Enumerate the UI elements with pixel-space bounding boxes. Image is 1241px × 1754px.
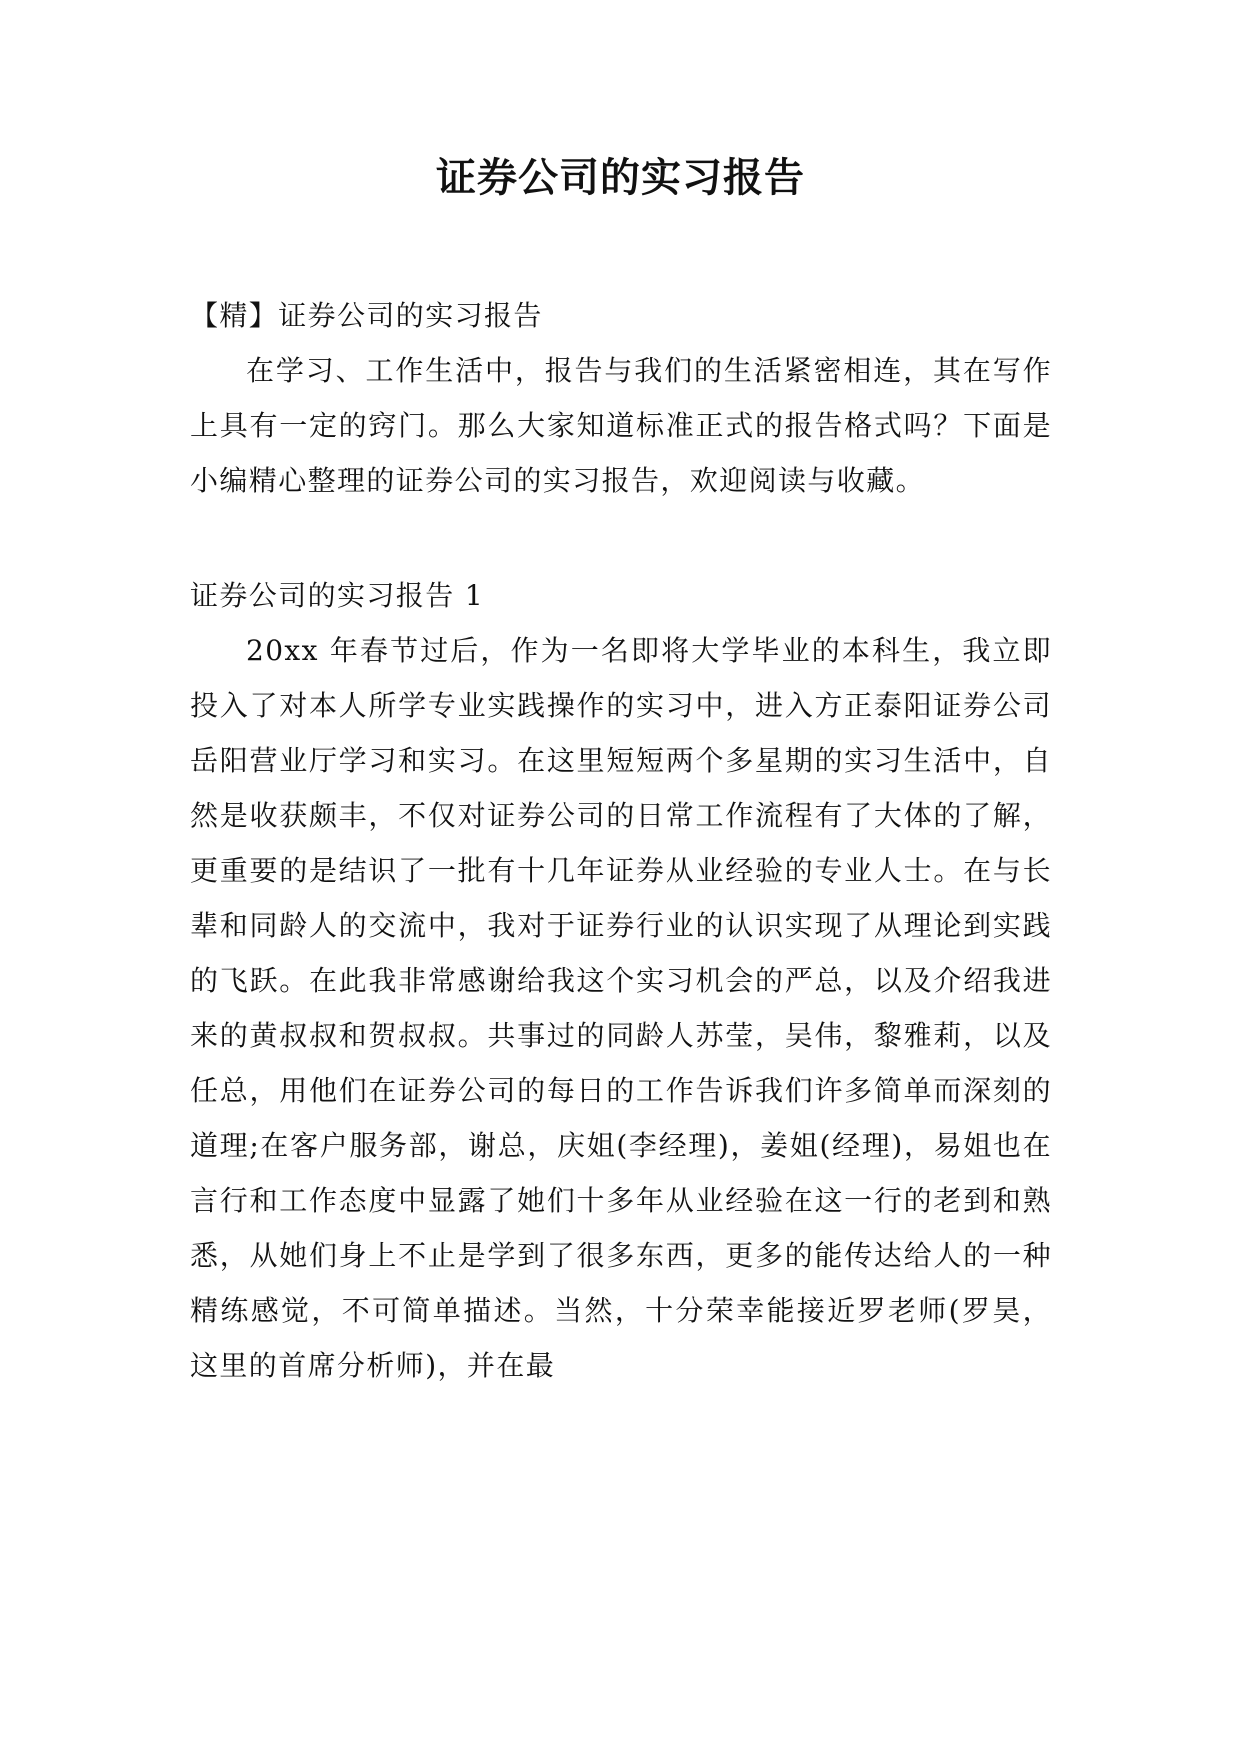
intro-paragraph: 在学习、工作生活中，报告与我们的生活紧密相连，其在写作上具有一定的窍门。那么大家知道标准正式的报告格式吗？下面是小编精心整理的证券公司的实习报告，欢迎阅读与收藏。 [190,354,1052,497]
document-body [190,288,1052,1393]
document-title: 证券公司的实习报告 [436,154,805,201]
section-paragraph: 20xx 年春节过后，作为一名即将大学毕业的本科生，我立即投入了对本人所学专业实践操作的实习中，进入方正泰阳证券公司岳阳营业厅学习和实习。在这里短短两个多星期的实习生活中，自然是收获颇丰，不仅对证券公司的日常工作流程有了大体的了解，更重要的是结识了一批有十几年证券从业经验的专业人士。在与长辈和同龄人的交流中，我对于证券行业的认识实现了从理论到实践的飞跃。在此我非常感谢给我这个实习机会的严总，以及介绍我进来的黄叔叔和贺叔叔。共事过的同龄人苏莹，吴伟，黎雅莉，以及任总，用他们在证券公司的每日的工作告诉我们许多简单而深刻的道理;在客户服务部，谢总，庆姐(李经理)，姜姐(经理)，易姐也在言行和工作态度中显露了她们十多年从业经验在这一行的老到和熟悉，从她们身上不止是学到了很多东西，更多的能传达给人的一种精练感觉，不可简单描述。当然，十分荣幸能接近罗老师(罗昊，这里的首席分析师)，并在最 [190,634,1052,1382]
document-subtitle: 【精】证券公司的实习报告 [190,299,543,332]
section-heading: 证券公司的实习报告 1 [190,579,485,612]
